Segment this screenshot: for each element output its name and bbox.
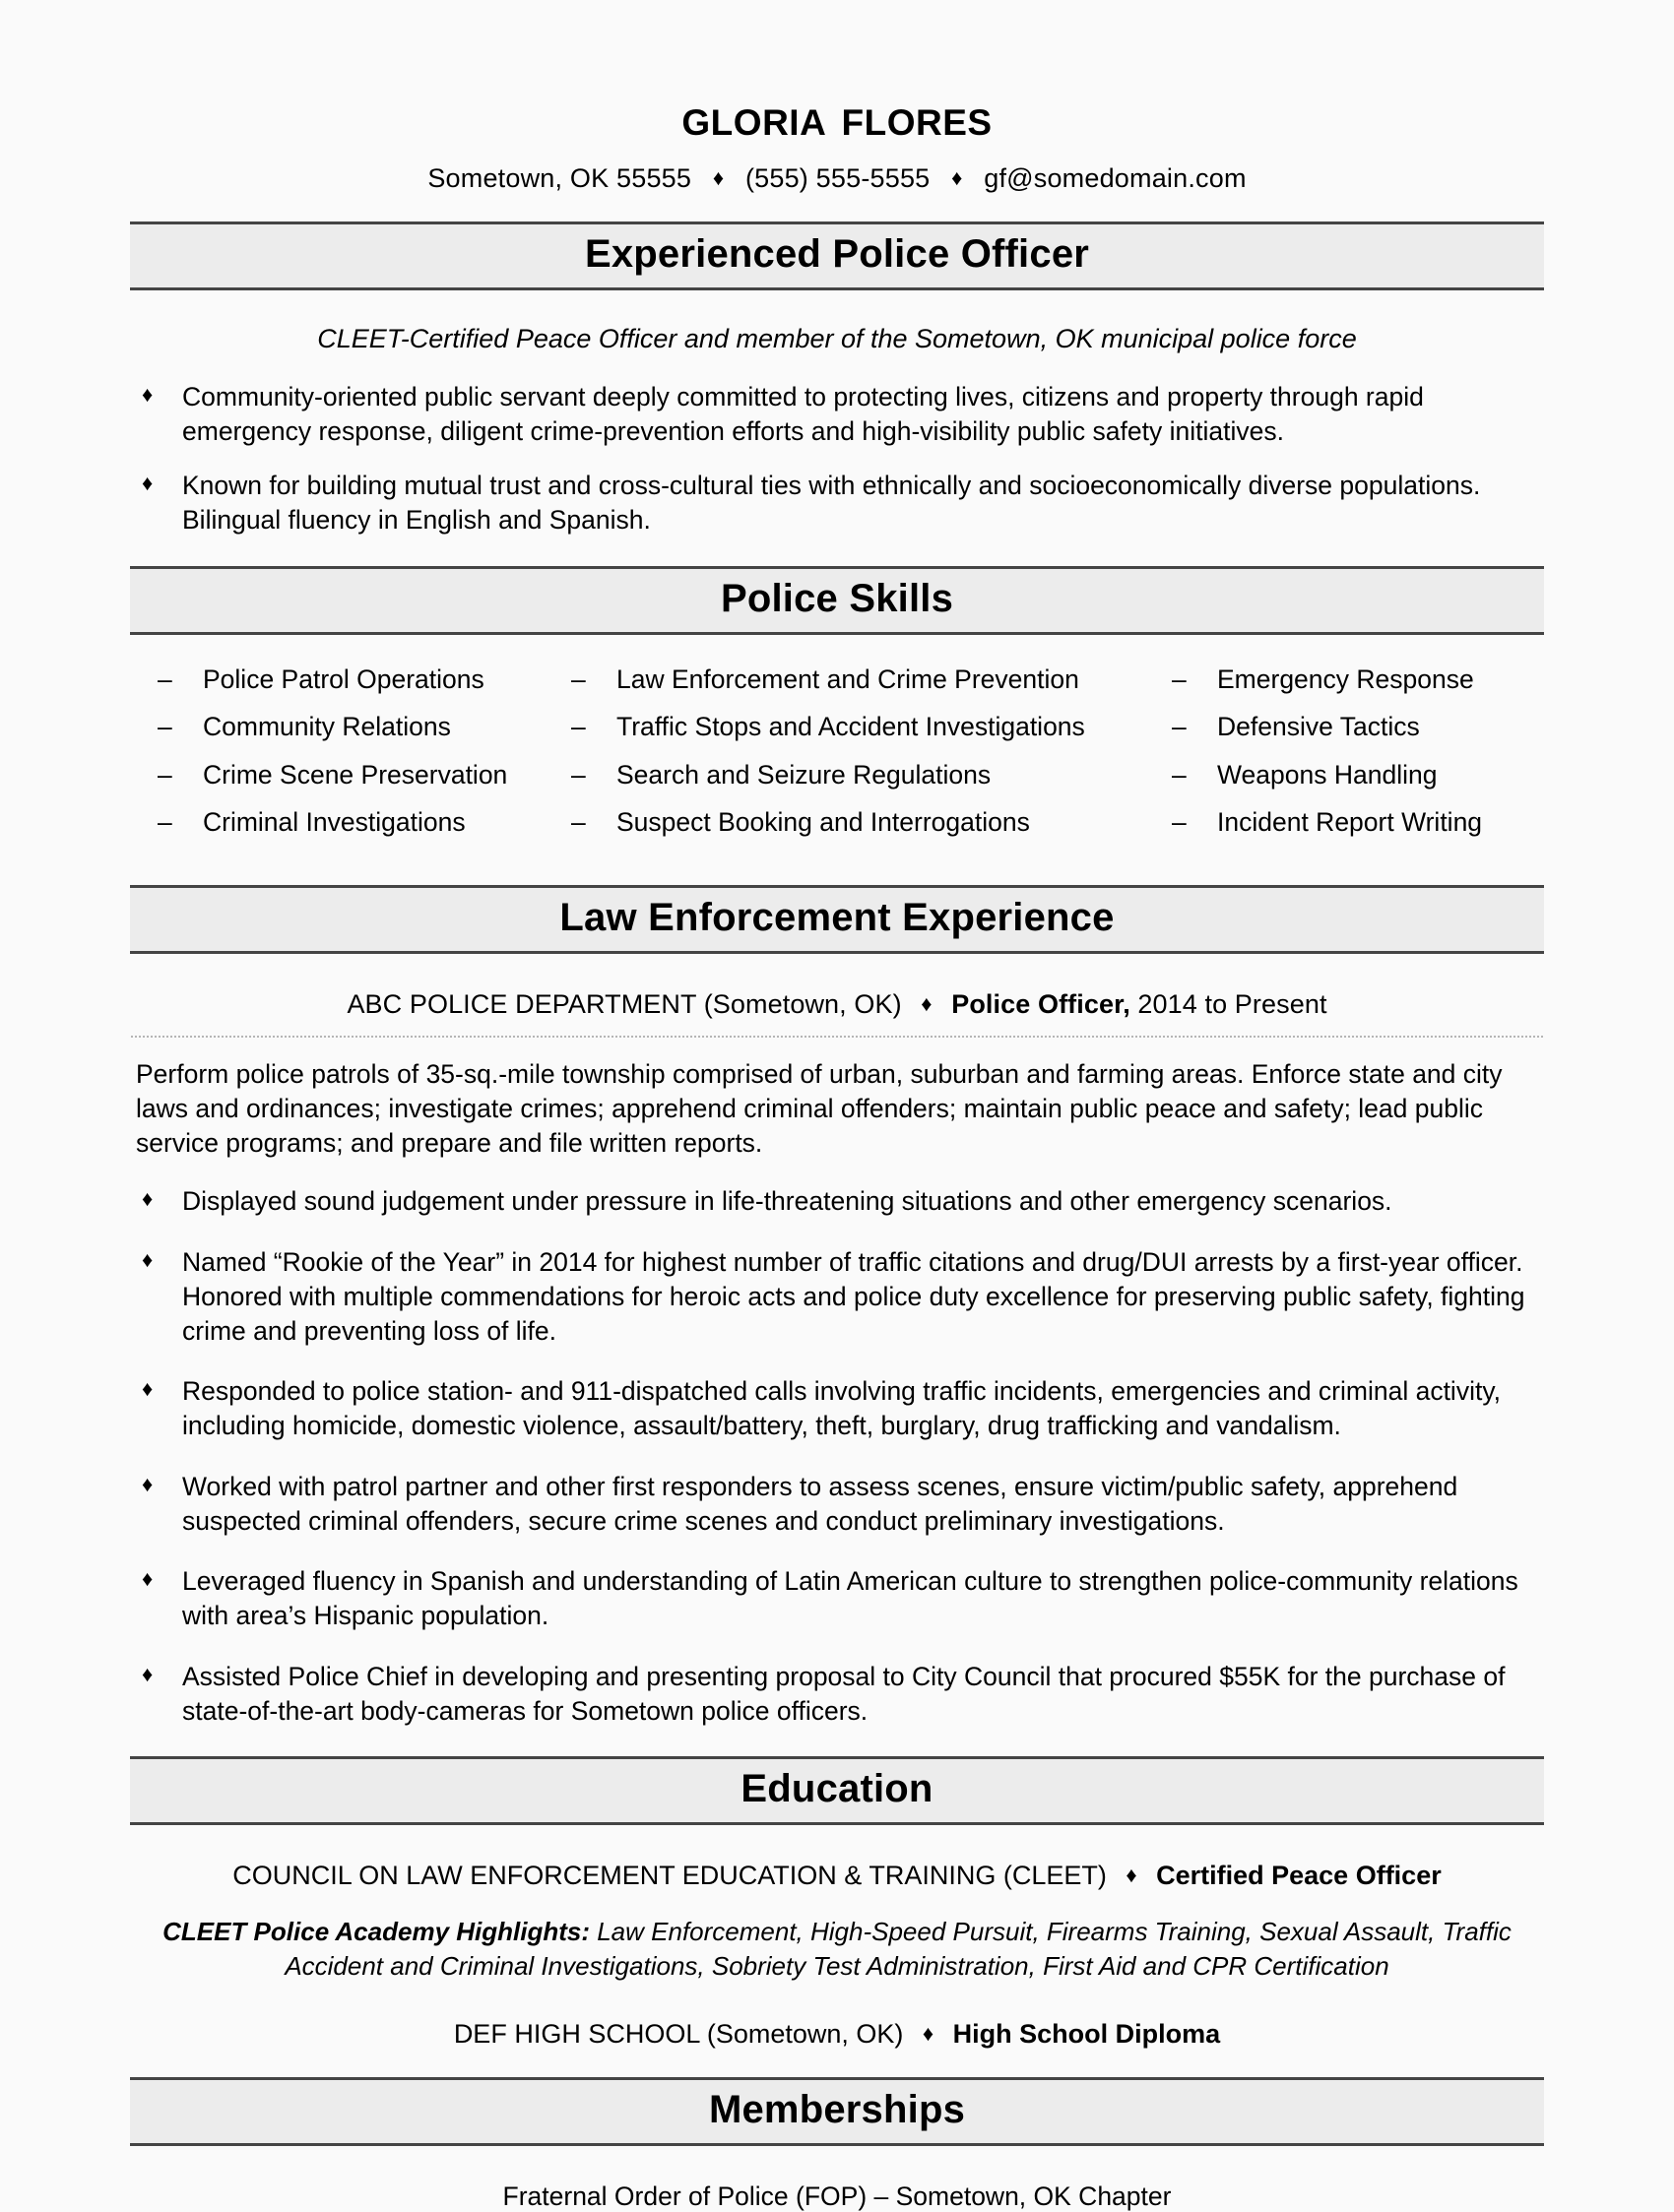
education-highlights-label: CLEET Police Academy Highlights: (162, 1917, 590, 1947)
skill-label: Criminal Investigations (203, 807, 466, 838)
list-item (1172, 759, 1605, 790)
diamond-separator-icon: ♦ (1126, 1863, 1137, 1888)
list-item-text: Known for building mutual trust and cross-cultural ties with ethnically and socioeconomically diverse populations. Bilingual fluency in English and Spanish. (182, 471, 1481, 536)
diamond-separator-icon: ♦ (922, 2021, 934, 2047)
list-item (138, 1374, 1538, 1443)
job-divider (131, 1036, 1543, 1038)
contact-phone: (555) 555-5555 (744, 162, 931, 193)
diamond-bullet-icon: ♦ (142, 381, 154, 407)
list-item (158, 759, 571, 790)
job-dates: 2014 to Present (1129, 988, 1327, 1019)
education-credential: High School Diploma (952, 2019, 1221, 2050)
list-item (571, 714, 1172, 740)
section-header-summary (130, 221, 1544, 290)
section-header-skills (130, 566, 1544, 635)
education-section (0, 1756, 1674, 2050)
diamond-bullet-icon: ♦ (142, 1376, 154, 1402)
skill-label: Defensive Tactics (1217, 712, 1420, 742)
summary-bullet-list (0, 380, 1674, 538)
experience-section (0, 885, 1674, 1730)
diamond-bullet-icon: ♦ (142, 1661, 154, 1686)
list-item (1172, 666, 1605, 693)
dash-bullet-icon: – (158, 759, 172, 790)
list-item (1172, 809, 1605, 836)
list-item-text: Worked with patrol partner and other first responders to assess scenes, ensure victim/public safety, apprehend suspected criminal offenders, secure crime scenes and conduct preliminary investigations. (182, 1471, 1458, 1536)
list-item (138, 469, 1548, 537)
diamond-bullet-icon: ♦ (142, 1246, 154, 1272)
list-item (571, 809, 1172, 836)
list-item (571, 666, 1172, 693)
education-highlights (0, 1915, 1674, 1984)
skill-label: Law Enforcement and Crime Prevention (616, 664, 1079, 694)
skill-label: Police Patrol Operations (203, 664, 484, 694)
membership-entry: Fraternal Order of Police (FOP) – Sometown, OK Chapter (502, 2181, 1172, 2212)
diamond-separator-icon: ♦ (712, 164, 725, 190)
list-item-text: Named “Rookie of the Year” in 2014 for highest number of traffic citations and drug/DUI arrests by a first-year officer. Honored with multiple commendations for heroic acts and police duty excellence for preserving public safety, fighting crime and preventing loss of life. (182, 1246, 1525, 1346)
job-header (0, 989, 1674, 1020)
diamond-bullet-icon: ♦ (142, 1471, 154, 1496)
skill-label: Emergency Response (1217, 664, 1474, 694)
list-item (571, 759, 1172, 790)
experience-bullet-list (0, 1184, 1674, 1729)
dash-bullet-icon: – (571, 759, 586, 790)
education-credential: Certified Peace Officer (1156, 1861, 1442, 1891)
list-item (138, 380, 1548, 449)
dash-bullet-icon: – (158, 807, 172, 838)
dash-bullet-icon: – (571, 807, 586, 838)
diamond-separator-icon: ♦ (951, 164, 963, 190)
skill-label: Suspect Booking and Interrogations (616, 807, 1030, 838)
education-highlights-text: Law Enforcement, High-Speed Pursuit, Firearms Training, Sexual Assault, Traffic Accident and Criminal Investigations, Sobriety Test Administration, First Aid and CPR Certification (285, 1917, 1512, 1982)
list-item (138, 1245, 1538, 1350)
list-item (158, 809, 571, 836)
skills-column-2 (571, 666, 1172, 857)
job-employer: ABC POLICE DEPARTMENT (Sometown, OK) (347, 988, 902, 1019)
diamond-separator-icon: ♦ (921, 990, 933, 1016)
contact-line (0, 163, 1674, 194)
dash-bullet-icon: – (571, 664, 586, 694)
dash-bullet-icon: – (1172, 807, 1187, 838)
section-header-education (130, 1756, 1544, 1825)
summary-section (0, 221, 1674, 538)
contact-email: gf@somedomain.com (984, 162, 1247, 193)
diamond-bullet-icon: ♦ (142, 471, 154, 496)
skills-column-1 (128, 666, 571, 857)
list-item (158, 666, 571, 693)
skills-grid (0, 635, 1674, 857)
education-entry-highschool (0, 2019, 1674, 2050)
skill-label: Weapons Handling (1217, 759, 1438, 790)
candidate-name: gloria flores (681, 89, 993, 147)
skill-label: Traffic Stops and Accident Investigations (616, 712, 1085, 742)
education-institution: COUNCIL ON LAW ENFORCEMENT EDUCATION & TRAINING (CLEET) (232, 1861, 1107, 1891)
resume-header (0, 0, 1674, 194)
education-entry-cleet (0, 1861, 1674, 1891)
summary-tagline: CLEET-Certified Peace Officer and member of the Sometown, OK municipal police force (317, 323, 1357, 353)
dash-bullet-icon: – (158, 712, 172, 742)
dash-bullet-icon: – (158, 664, 172, 694)
section-title: Police Skills (720, 576, 954, 620)
section-title: Education (740, 1767, 934, 1811)
list-item-text: Displayed sound judgement under pressure in life-threatening situations and other emergency scenarios. (182, 1186, 1392, 1217)
skill-label: Incident Report Writing (1217, 807, 1483, 838)
skills-section (0, 566, 1674, 857)
dash-bullet-icon: – (571, 712, 586, 742)
contact-location: Sometown, OK 55555 (427, 162, 692, 193)
list-item-text: Leveraged fluency in Spanish and understanding of Latin American culture to strengthen police-community relations with area’s Hispanic population. (182, 1566, 1518, 1631)
skill-label: Search and Seizure Regulations (616, 759, 992, 790)
section-header-experience (130, 885, 1544, 954)
section-title: Memberships (708, 2088, 966, 2132)
job-title: Police Officer, (951, 988, 1130, 1019)
education-institution: DEF HIGH SCHOOL (Sometown, OK) (453, 2019, 904, 2050)
list-item-text: Community-oriented public servant deeply committed to protecting lives, citizens and property through rapid emergency response, diligent crime-prevention efforts and high-visibility public safety initiatives. (182, 381, 1424, 446)
dash-bullet-icon: – (1172, 712, 1187, 742)
skill-label: Community Relations (203, 712, 451, 742)
job-summary: Perform police patrols of 35-sq.-mile township comprised of urban, suburban and farming areas. Enforce state and city laws and ordinances; investigate crimes; apprehend criminal offenders; maintain public peace and safety; lead public service programs; and prepare and file written reports. (136, 1058, 1503, 1159)
dash-bullet-icon: – (1172, 759, 1187, 790)
list-item (138, 1184, 1538, 1219)
list-item-text: Assisted Police Chief in developing and presenting proposal to City Council that procured $55K for the purchase of state-of-the-art body-cameras for Sometown police officers. (182, 1661, 1506, 1726)
memberships-section (0, 2077, 1674, 2212)
list-item (138, 1470, 1538, 1539)
list-item (1172, 714, 1605, 740)
skill-label: Crime Scene Preservation (203, 759, 508, 790)
skills-column-3 (1172, 666, 1605, 857)
list-item (158, 714, 571, 740)
list-item (138, 1564, 1538, 1633)
diamond-bullet-icon: ♦ (142, 1186, 154, 1212)
dash-bullet-icon: – (1172, 664, 1187, 694)
list-item (138, 1660, 1538, 1729)
list-item-text: Responded to police station- and 911-dispatched calls involving traffic incidents, emergencies and criminal activity, including homicide, domestic violence, assault/battery, theft, burglary, drug trafficking and vandalism. (182, 1376, 1501, 1441)
section-header-memberships (130, 2077, 1544, 2146)
section-title: Law Enforcement Experience (559, 895, 1115, 939)
diamond-bullet-icon: ♦ (142, 1566, 154, 1592)
section-title: Experienced Police Officer (584, 231, 1090, 276)
